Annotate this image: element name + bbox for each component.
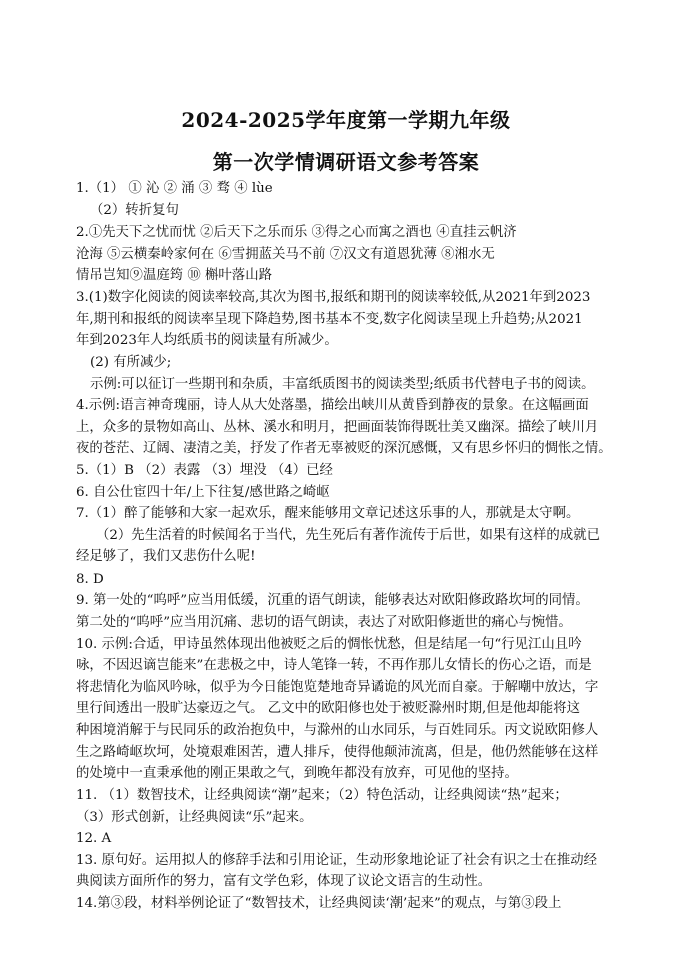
answer-line: 沧海 ⑤云横秦岭家何在 ⑥雪拥蓝关马不前 ⑦汉文有道恩犹薄 ⑧湘水无 — [76, 247, 495, 262]
answer-line: 年,期刊和报纸的阅读率呈现下降趋势,图书基本不变,数字化阅读呈现上升趋势;从2021 — [76, 312, 583, 327]
answer-line: 第二处的“呜呼”应当用沉痛、悲切的语气朗读，表达了对欧阳修逝世的痛心与惋惜。 — [76, 615, 572, 630]
answer-line: 12. A — [76, 831, 112, 846]
document-subtitle: 第一次学情调研语文参考答案 — [212, 150, 480, 174]
answer-line: 情吊岂知⑨温庭筠 ⑩ 槲叶落山路 — [76, 268, 272, 283]
answer-line: （3）形式创新，让经典阅读“乐”起来。 — [76, 810, 313, 825]
answer-line: 生之路崎岖坎坷，处境艰难困苦，遭人排斥，使得他颠沛流离，但是，他仍然能够在这样 — [76, 745, 599, 760]
answer-line: 咏，不因迟谪岂能来”在悲极之中，诗人笔锋一转，不再作那儿女情长的伤心之语，而是 — [76, 658, 592, 673]
answer-line: 14.第③段，材料举例论证了“数智技术，让经典阅读‘潮’起来”的观点，与第③段上 — [76, 896, 562, 911]
answer-line: 3.(1)数字化阅读的阅读率较高,其次为图书,报纸和期刊的阅读率较低,从2021年到2023 — [76, 290, 591, 305]
answer-line: 的处境中一直秉承他的刚正果敢之气，到晚年都没有放弃，可见他的坚持。 — [76, 766, 518, 781]
answer-line: 示例:可以征订一些期刊和杂质，丰富纸质图书的阅读类型;纸质书代替电子书的阅读。 — [90, 377, 595, 392]
answer-line: 10. 示例:合适，甲诗虽然体现出他被贬之后的惆怅忧愁，但是结尾一句“行见江山且吟 — [76, 637, 582, 652]
answer-line: 上，众多的景物如高山、丛林、溪水和明月，把画面装饰得既壮美又幽深。描绘了峡川月 — [76, 420, 599, 435]
answer-line: 7.（1）醉了能够和大家一起欢乐，醒来能够用文章记述这乐事的人，那就是太守啊。 — [76, 506, 580, 521]
answer-line: 5.（1）B （2）表露 （3）埋没 （4）已经 — [76, 463, 333, 478]
answer-line: 夜的苍茫、辽阔、凄清之美，抒发了作者无辜被贬的深沉感慨，又有思乡怀归的惆怅之情。 — [76, 441, 612, 456]
answer-line: （2）转折复句 — [90, 203, 179, 218]
answer-line: （2）先生活着的时候闻名于当代，先生死后有著作流传于后世，如果有这样的成就已 — [96, 528, 600, 543]
answer-line: 11. （1）数智技术，让经典阅读“潮”起来；（2）特色活动，让经典阅读“热”起来； — [76, 788, 568, 803]
answer-line: 4.示例:语言神奇瑰丽，诗人从大处落墨，描绘出峡川从黄昏到静夜的景象。在这幅画面 — [76, 398, 589, 413]
answer-line: 8. D — [76, 572, 104, 587]
answer-line: 典阅读方面所作的努力，富有文学色彩，体现了议论文语言的生动性。 — [76, 874, 492, 889]
answer-line: (2) 有所减少; — [90, 355, 172, 370]
answer-line: 1.（1） ① 沁 ② 涌 ③ 骛 ④ lùe — [76, 181, 273, 196]
answer-line: 13. 原句好。运用拟人的修辞手法和引用论证，生动形象地论证了社会有识之士在推动经 — [76, 853, 598, 868]
answer-line: 2.①先天下之忧而忧 ②后天下之乐而乐 ③得之心而寓之酒也 ④直挂云帆济 — [76, 225, 517, 240]
document-title: 2024-2025学年度第一学期九年级 — [181, 108, 511, 132]
answer-line: 种困境消解于与民同乐的政治抱负中，与滁州的山水同乐，与百姓同乐。丙文说欧阳修人 — [76, 723, 599, 738]
answer-line: 9. 第一处的“呜呼”应当用低缓，沉重的语气朗读，能够表达对欧阳修政路坎坷的同情。 — [76, 593, 589, 608]
answer-line: 年到2023年人均纸质书的阅读量有所减少。 — [76, 333, 338, 348]
answer-line: 经足够了，我们又悲伤什么呢! — [76, 549, 256, 564]
answer-line: 将悲情化为临风吟咏，似乎为今日能饱览楚地奇异谲诡的风光而自豪。于解嘲中放达，字 — [76, 680, 599, 695]
answer-line: 里行间透出一股旷达豪迈之气。 乙文中的欧阳修也处于被贬滁州时期,但是他却能将这 — [76, 701, 580, 716]
answer-line: 6. 自公仕宦四十年/上下往复/感世路之崎岖 — [76, 485, 330, 500]
